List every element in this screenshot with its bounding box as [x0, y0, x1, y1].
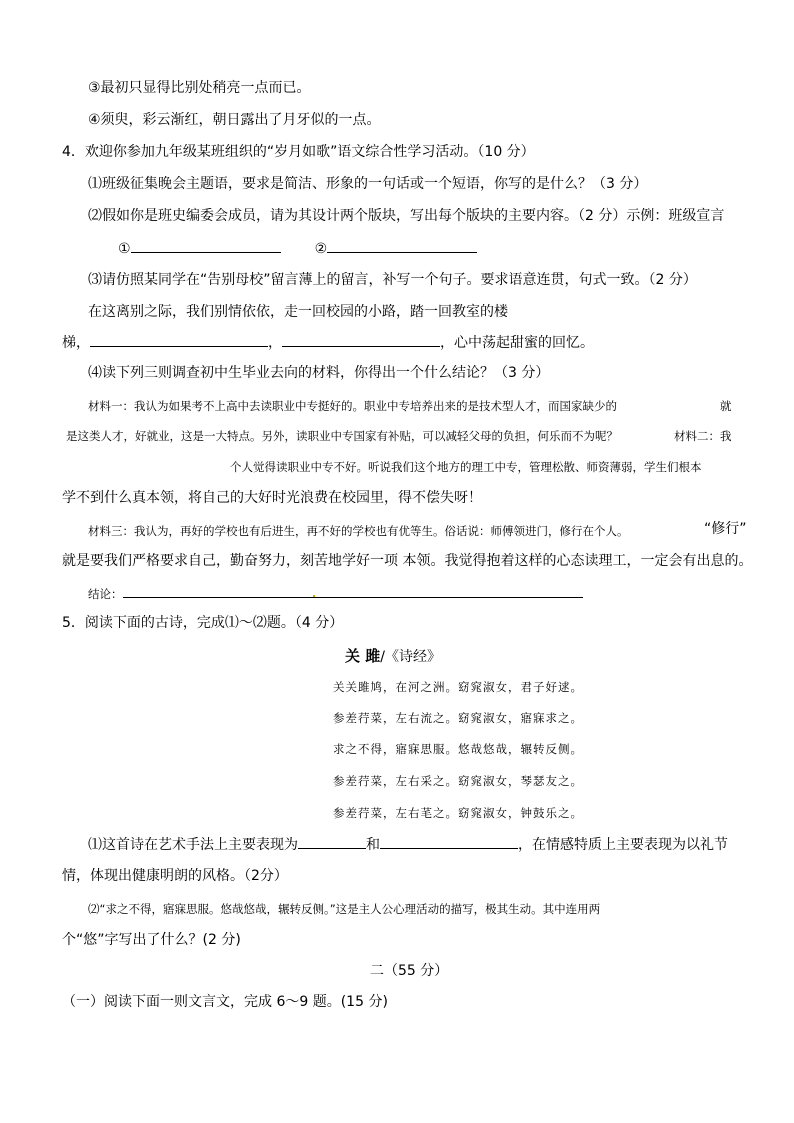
q4-stem: 4．欢迎你参加九年级某班组织的“岁月如歌”语文综合性学习活动。（10 分）: [62, 144, 535, 160]
q5-stem: 5．阅读下面的古诗，完成⑴～⑵题。（4 分）: [62, 615, 344, 631]
conclusion-blank[interactable]: [123, 585, 583, 598]
material-3-a-end: “修行”: [704, 521, 747, 537]
q4-3-example-b: [62, 332, 594, 353]
q5-1-and: 和: [366, 837, 380, 853]
answer-blank-5[interactable]: [298, 834, 366, 849]
example-b-comma: ，: [268, 335, 282, 351]
q5-2-a: ⑵“求之不得，寤寐思服。悠哉悠哉，辗转反侧。”这是主人公心理活动的描写，极其生动。其中连用两: [88, 902, 601, 916]
material-2-a: 个人觉得读职业中专不好。听说我们这个地方的理工中专，管理松散、师资薄弱，学生们根本: [230, 460, 702, 474]
q4-3: ⑶请仿照某同学在“告别母校”留言薄上的留言，补写一个句子。要求语意连贯，句式一致。（2 分）: [88, 272, 697, 288]
q5-2-b: 个“悠”字写出了什么？(2 分): [62, 932, 241, 948]
poem-line-3: 求之不得，寤寐思服。悠哉悠哉，辗转反侧。: [333, 742, 583, 756]
example-b-start: 梯，: [62, 335, 90, 351]
answer-blank-4[interactable]: [282, 332, 440, 347]
q5-1-suffix: ，在情感特质上主要表现为以礼节: [518, 837, 728, 853]
material-1-a: 材料一：我认为如果考不上高中去读职业中专挺好的。职业中专培养出来的是技术型人才，而国家缺少的: [88, 399, 617, 413]
material-1-b: 是这类人才，好就业，这是一大特点。另外，读职业中专国家有补贴，可以减轻父母的负担，何乐而不为呢？: [66, 429, 618, 443]
answer-blank-3[interactable]: [90, 332, 268, 347]
material-3-b: 就是要我们严格要求自己，勤奋努力，刻苦地学好一项 本领。我觉得抱着这样的心态读理工，一定会有出息的。: [62, 553, 753, 569]
blank-label-1: ①: [118, 241, 131, 257]
material-1-a-end: 就: [720, 399, 732, 413]
section-2-heading: 二（55 分）: [370, 963, 449, 979]
q5-1-a: [88, 834, 728, 855]
q3-item-3: ③最初只显得比别处稍亮一点而已。: [88, 80, 311, 96]
stray-dot: [313, 595, 315, 597]
conclusion-row: [88, 584, 583, 604]
q5-1-c: 情，体现出健康明朗的风格。（2分）: [62, 868, 288, 884]
example-b-end: ，心中荡起甜蜜的回忆。: [440, 335, 594, 351]
answer-blank-1[interactable]: [131, 238, 281, 253]
q3-item-4: ④须臾，彩云渐红，朝日露出了月牙似的一点。: [88, 112, 381, 128]
poem-source: /《诗经》: [380, 649, 441, 665]
poem-line-4: 参差荇菜，左右采之。窈窕淑女，琴瑟友之。: [333, 774, 583, 788]
answer-blank-6[interactable]: [380, 834, 518, 849]
poem-line-2: 参差荇菜，左右流之。窈窕淑女，寤寐求之。: [333, 711, 583, 725]
poem-line-1: 关关雎鸠，在河之洲。窈窕淑女，君子好逑。: [333, 680, 583, 694]
q5-1-prefix: ⑴这首诗在艺术手法上主要表现为: [88, 837, 298, 853]
q4-4: ⑷读下列三则调查初中生毕业去向的材料，你得出一个什么结论？（3 分）: [88, 365, 550, 381]
q4-2: ⑵假如你是班史编委会成员，请为其设计两个版块，写出每个版块的主要内容。（2 分）示例：班级宣言: [88, 208, 725, 224]
material-3-a: 材料三：我认为，再好的学校也有后进生，再不好的学校也有优等生。俗话说：师傅领进门，修行在个人。: [88, 524, 629, 538]
part-1-heading: （一）阅读下面一则文言文，完成 6～9 题。(15 分): [62, 994, 388, 1010]
poem-title-text: 关 雎: [345, 647, 381, 665]
poem-title: [345, 646, 441, 667]
poem-line-5: 参差荇菜，左右芼之。窈窕淑女，钟鼓乐之。: [333, 806, 583, 820]
blank-label-2: ②: [314, 241, 328, 257]
answer-blank-2[interactable]: [327, 238, 477, 253]
q4-2-blank-row: [118, 238, 477, 259]
material-2-b: 学不到什么真本领，将自己的大好时光浪费在校园里，得不偿失呀！: [62, 490, 482, 506]
q4-1: ⑴班级征集晚会主题语，要求是简洁、形象的一句话或一个短语，你写的是什么？（3 分）: [88, 176, 648, 192]
q4-3-example-a: 在这离别之际，我们别情依依，走一回校园的小路，踏一回教室的楼: [88, 304, 508, 320]
material-2-label: 材料二：我: [674, 429, 732, 443]
conclusion-label: 结论：: [88, 587, 123, 601]
